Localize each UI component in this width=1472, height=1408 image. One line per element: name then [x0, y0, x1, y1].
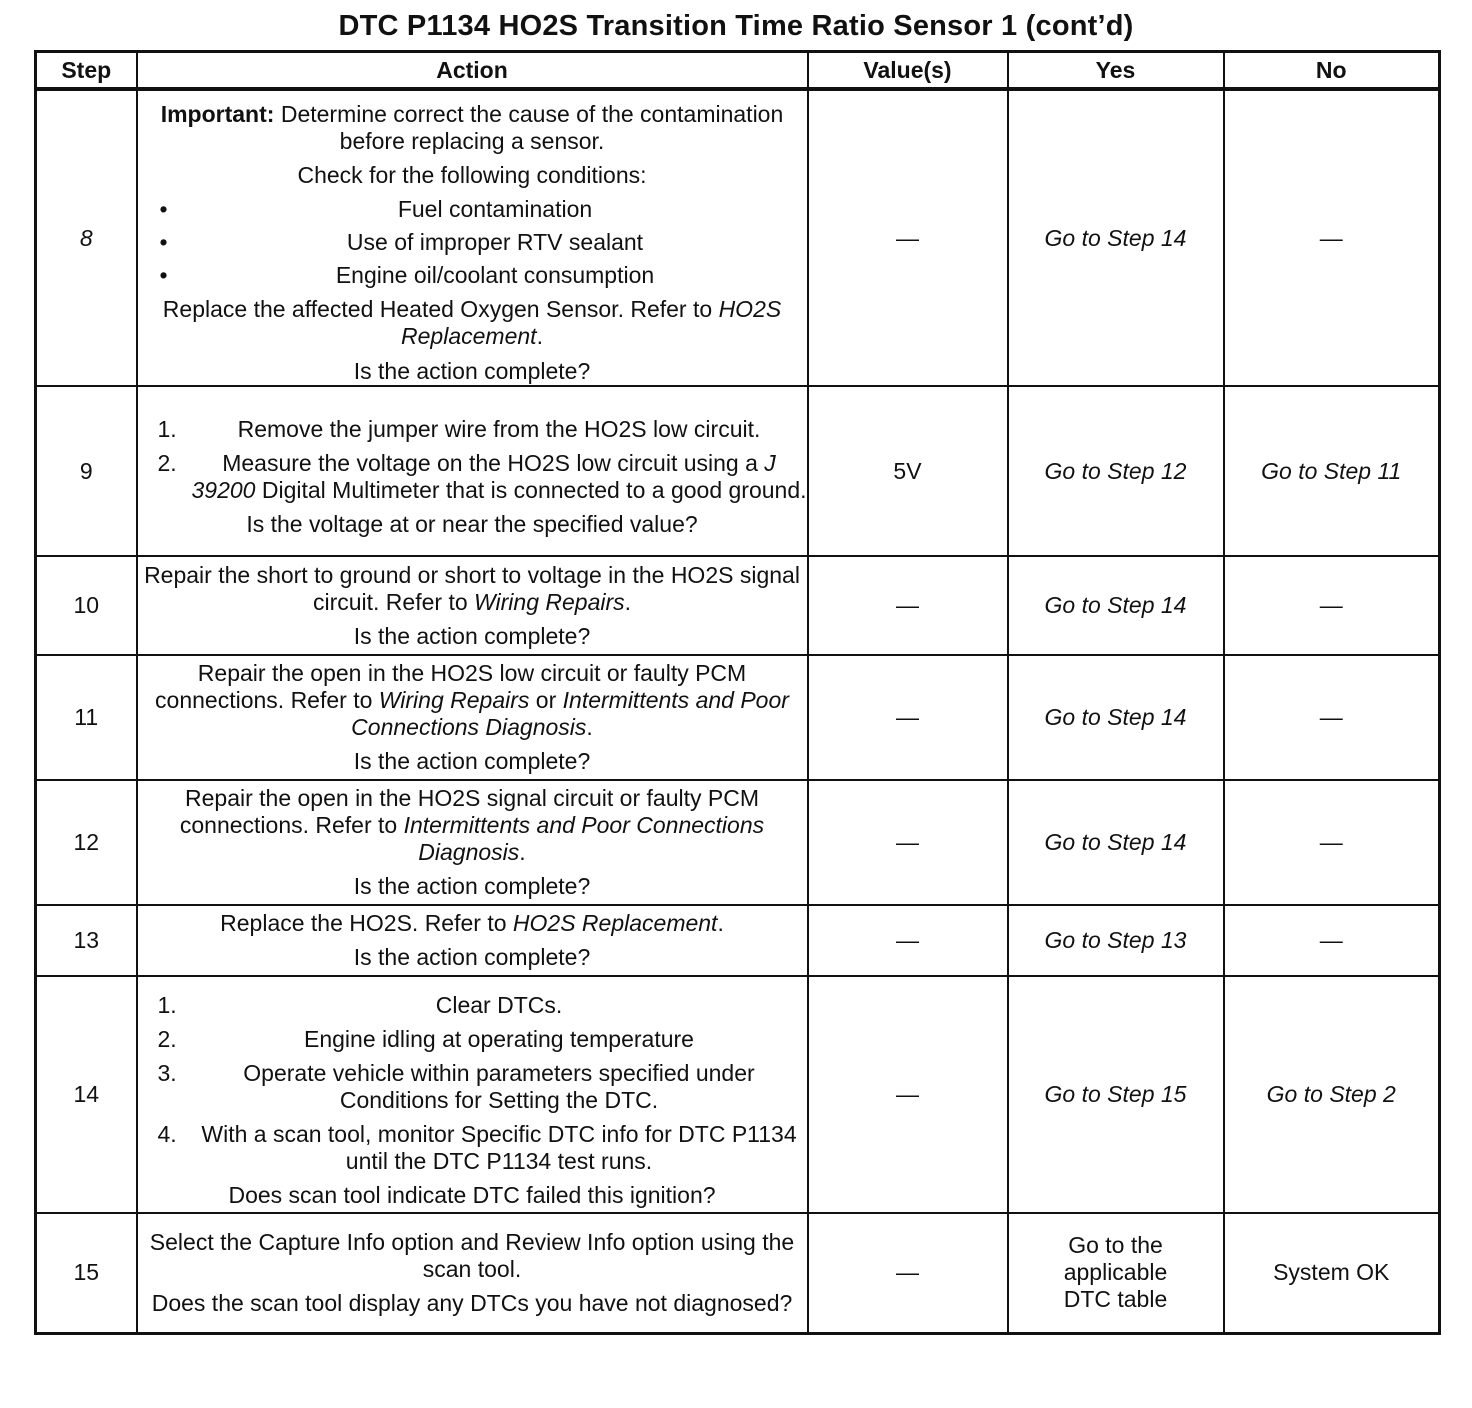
action-text-main: Replace the HO2S. Refer to	[220, 910, 513, 936]
action-text	[138, 785, 807, 866]
header-step: Step	[36, 52, 137, 90]
no-cell: System OK	[1224, 1213, 1440, 1333]
yes-cell: Go to Step 14	[1008, 556, 1224, 655]
action-cell	[137, 905, 808, 976]
table-row	[36, 89, 1440, 386]
reference-link: HO2S Replacement	[401, 296, 782, 349]
list-item: • Engine oil/coolant consumption	[160, 262, 807, 289]
table-row	[36, 905, 1440, 976]
conditions-list	[138, 196, 807, 289]
important-label: Important:	[160, 101, 275, 127]
action-question: Is the action complete?	[353, 358, 591, 384]
reference-link: Wiring Repairs	[378, 687, 530, 713]
value-cell: —	[808, 780, 1008, 905]
page-title: DTC P1134 HO2S Transition Time Ratio Sensor 1 (cont’d)	[338, 10, 1134, 42]
action-text-end: .	[717, 910, 724, 936]
reference-link: Wiring Repairs	[474, 588, 625, 615]
important-text: Determine correct the cause of the contamination before replacing a sensor.	[274, 101, 784, 154]
yes-cell: Go to the applicable DTC table	[1008, 1213, 1224, 1333]
yes-cell: Go to Step 13	[1008, 905, 1224, 976]
no-cell: —	[1224, 655, 1440, 780]
item-number: 2.	[157, 1026, 177, 1052]
value-cell: 5V	[808, 386, 1008, 556]
yes-cell: Go to Step 14	[1008, 89, 1224, 386]
no-cell: Go to Step 2	[1224, 976, 1440, 1213]
action-cell	[137, 556, 808, 655]
action-question: Does scan tool indicate DTC failed this ignition?	[228, 1182, 716, 1208]
item-text: Clear DTCs.	[435, 992, 563, 1018]
action-question: Is the action complete?	[353, 748, 591, 774]
list-item	[158, 1026, 807, 1053]
reference-link: Intermittents and Poor Connections Diagnosis	[403, 812, 765, 865]
step-number: 9	[36, 386, 137, 556]
item-number: 1.	[157, 416, 177, 442]
item-number: 3.	[157, 1060, 177, 1086]
value-cell: —	[808, 905, 1008, 976]
table-row	[36, 386, 1440, 556]
important-note	[138, 101, 807, 155]
header-no: No	[1224, 52, 1440, 90]
list-item	[158, 416, 807, 443]
action-question: Is the voltage at or near the specified value?	[246, 511, 698, 537]
table-row	[36, 976, 1440, 1213]
numbered-list	[138, 992, 807, 1175]
action-cell	[137, 976, 808, 1213]
value-cell: —	[808, 976, 1008, 1213]
no-cell: Go to Step 11	[1224, 386, 1440, 556]
action-cell	[137, 655, 808, 780]
step-number: 8	[36, 89, 137, 386]
reference-link: HO2S Replacement	[512, 910, 718, 936]
action-cell	[137, 780, 808, 905]
list-item: • Use of improper RTV sealant	[160, 229, 807, 256]
list-item	[158, 450, 807, 504]
item-number: 4.	[157, 1121, 177, 1147]
no-cell: —	[1224, 89, 1440, 386]
action-cell	[137, 89, 808, 386]
value-cell: —	[808, 556, 1008, 655]
check-text: Check for the following conditions:	[297, 162, 647, 188]
step-number: 10	[36, 556, 137, 655]
action-question: Is the action complete?	[353, 873, 591, 899]
header-row	[36, 52, 1440, 90]
action-text-main: Repair the open in the HO2S signal circuit or faulty PCM connections. Refer to	[179, 785, 759, 838]
list-item	[158, 1121, 807, 1175]
action-question: Is the action complete?	[353, 622, 591, 649]
item-text: Measure the voltage on the HO2S low circuit using a	[222, 450, 765, 476]
table-row	[36, 1213, 1440, 1333]
item-text: Engine idling at operating temperature	[304, 1026, 694, 1052]
header-values: Value(s)	[808, 52, 1008, 90]
action-text-end: .	[586, 714, 593, 740]
yes-cell: Go to Step 14	[1008, 780, 1224, 905]
replace-text	[138, 296, 807, 350]
reference-link: Intermittents and Poor Connections Diagnosis	[351, 687, 789, 740]
header-action: Action	[137, 52, 808, 90]
action-text-end: .	[519, 839, 526, 865]
action-text-mid: or	[529, 687, 563, 713]
step-number: 12	[36, 780, 137, 905]
action-question: Is the action complete?	[353, 944, 591, 970]
no-cell: —	[1224, 780, 1440, 905]
list-item	[158, 1060, 807, 1114]
tool-reference: J 39200	[191, 450, 776, 503]
step-number: 15	[36, 1213, 137, 1333]
yes-cell: Go to Step 15	[1008, 976, 1224, 1213]
action-text-end: .	[624, 588, 632, 615]
header-yes: Yes	[1008, 52, 1224, 90]
action-text-main: Repair the open in the HO2S low circuit or faulty PCM connections. Refer to	[155, 660, 747, 713]
action-text	[138, 910, 807, 937]
no-cell: —	[1224, 556, 1440, 655]
numbered-list	[138, 416, 807, 504]
item-text: Remove the jumper wire from the HO2S low circuit.	[237, 416, 761, 442]
action-text-main: Repair the short to ground or short to voltage in the HO2S signal circuit. Refer to	[144, 561, 800, 615]
table-row	[36, 556, 1440, 655]
step-number: 13	[36, 905, 137, 976]
item-text-end: Digital Multimeter that is connected to a good ground.	[255, 477, 807, 503]
value-cell: —	[808, 89, 1008, 386]
step-number: 11	[36, 655, 137, 780]
action-cell	[137, 386, 808, 556]
action-question: Does the scan tool display any DTCs you have not diagnosed?	[151, 1289, 793, 1316]
action-text: Select the Capture Info option and Review Info option using the scan tool.	[149, 1228, 795, 1282]
action-cell	[137, 1213, 808, 1333]
item-text: Operate vehicle within parameters specified under Conditions for Setting the DTC.	[243, 1060, 755, 1113]
value-cell: —	[808, 1213, 1008, 1333]
yes-cell: Go to Step 12	[1008, 386, 1224, 556]
no-cell: —	[1224, 905, 1440, 976]
table-row	[36, 655, 1440, 780]
diagnostic-table	[34, 50, 1441, 1335]
value-cell: —	[808, 655, 1008, 780]
replace-text-main: Replace the affected Heated Oxygen Sensor. Refer to	[162, 296, 719, 322]
replace-text-end: .	[536, 323, 543, 349]
step-number: 14	[36, 976, 137, 1213]
yes-cell: Go to Step 14	[1008, 655, 1224, 780]
item-number: 2.	[157, 450, 177, 476]
action-text	[138, 660, 807, 741]
item-text: With a scan tool, monitor Specific DTC info for DTC P1134 until the DTC P1134 test runs.	[201, 1121, 797, 1174]
table-row	[36, 780, 1440, 905]
list-item: • Fuel contamination	[160, 196, 807, 223]
list-item	[158, 992, 807, 1019]
action-text	[138, 562, 807, 616]
item-number: 1.	[157, 992, 177, 1018]
